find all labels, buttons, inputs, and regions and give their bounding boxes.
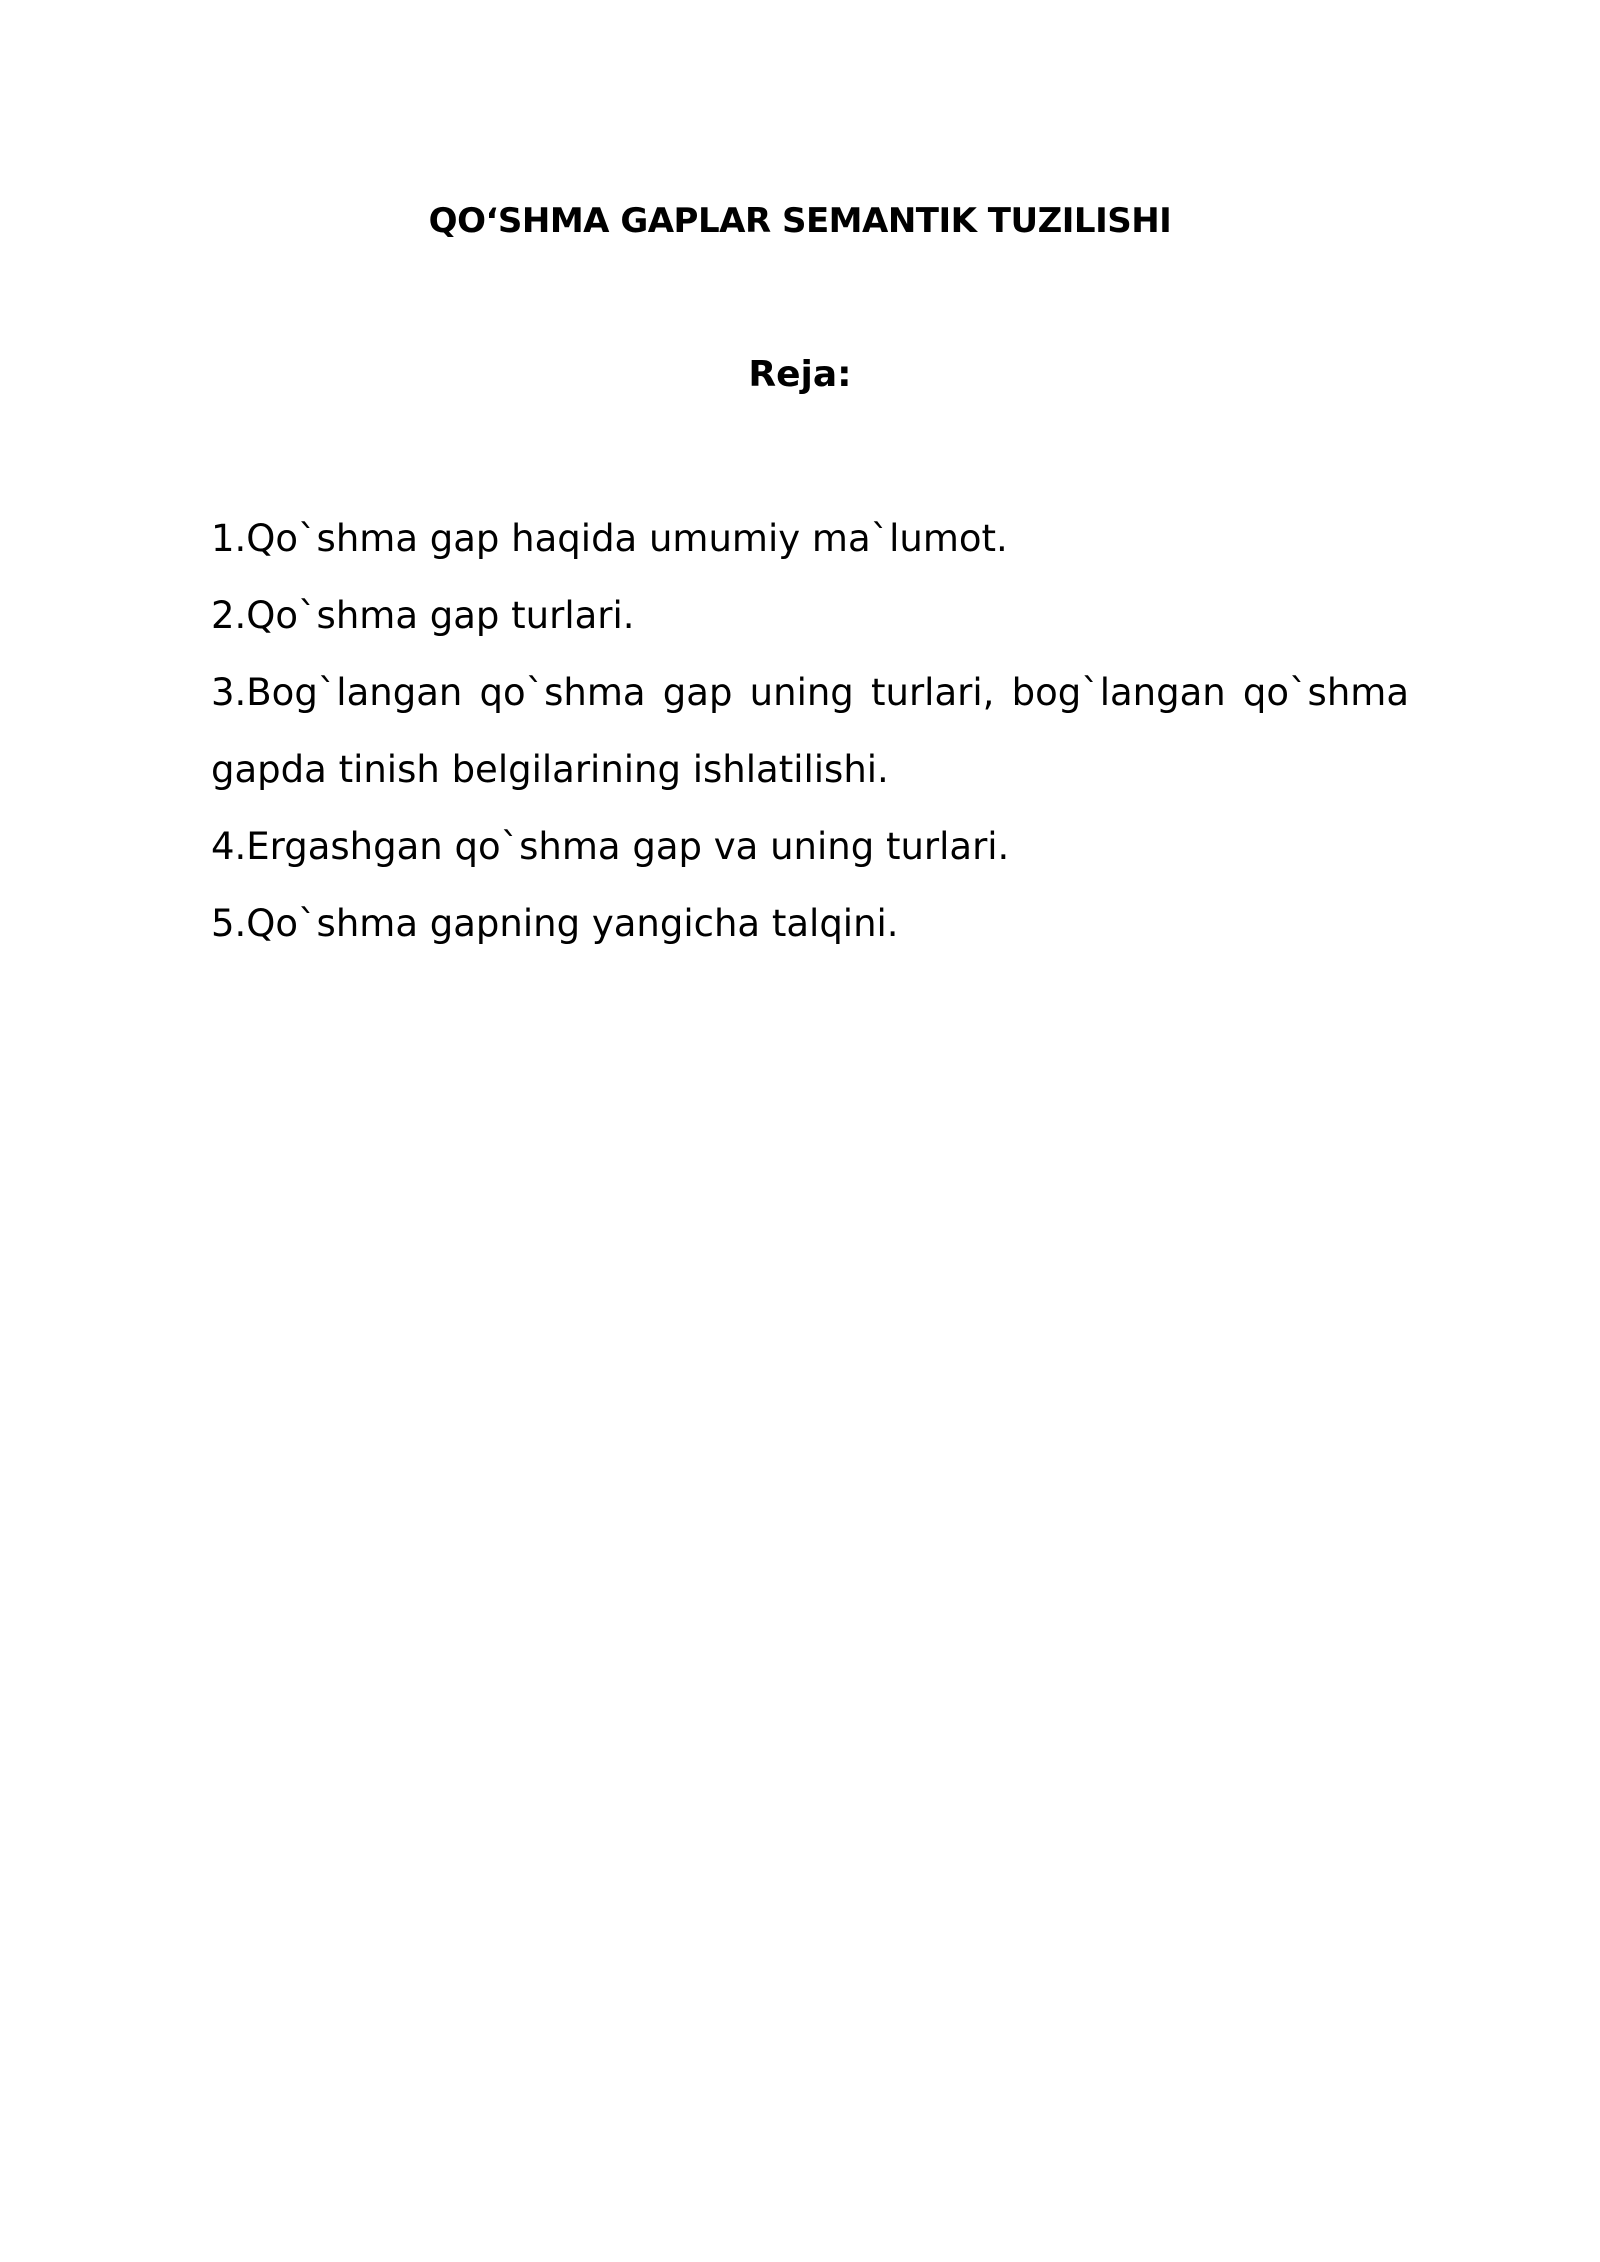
plan-item-1: 1.Qo`shma gap haqida umumiy ma`lumot. bbox=[211, 517, 1008, 560]
plan-item-4: 4.Ergashgan qo`shma gap va uning turlari. bbox=[211, 825, 1010, 868]
page-title: QO‘SHMA GAPLAR SEMANTIK TUZILISHI bbox=[428, 201, 1172, 241]
plan-item-5: 5.Qo`shma gapning yangicha talqini. bbox=[211, 902, 899, 945]
plan-item-3: 3.Bog`langan qo`shma gap uning turlari, bog`langan qo`shma gapda tinish belgilarining ishlatilishi. bbox=[211, 671, 1409, 791]
plan-heading: Reja: bbox=[748, 354, 852, 395]
plan-list bbox=[211, 500, 1409, 962]
plan-item-2: 2.Qo`shma gap turlari. bbox=[211, 594, 635, 637]
